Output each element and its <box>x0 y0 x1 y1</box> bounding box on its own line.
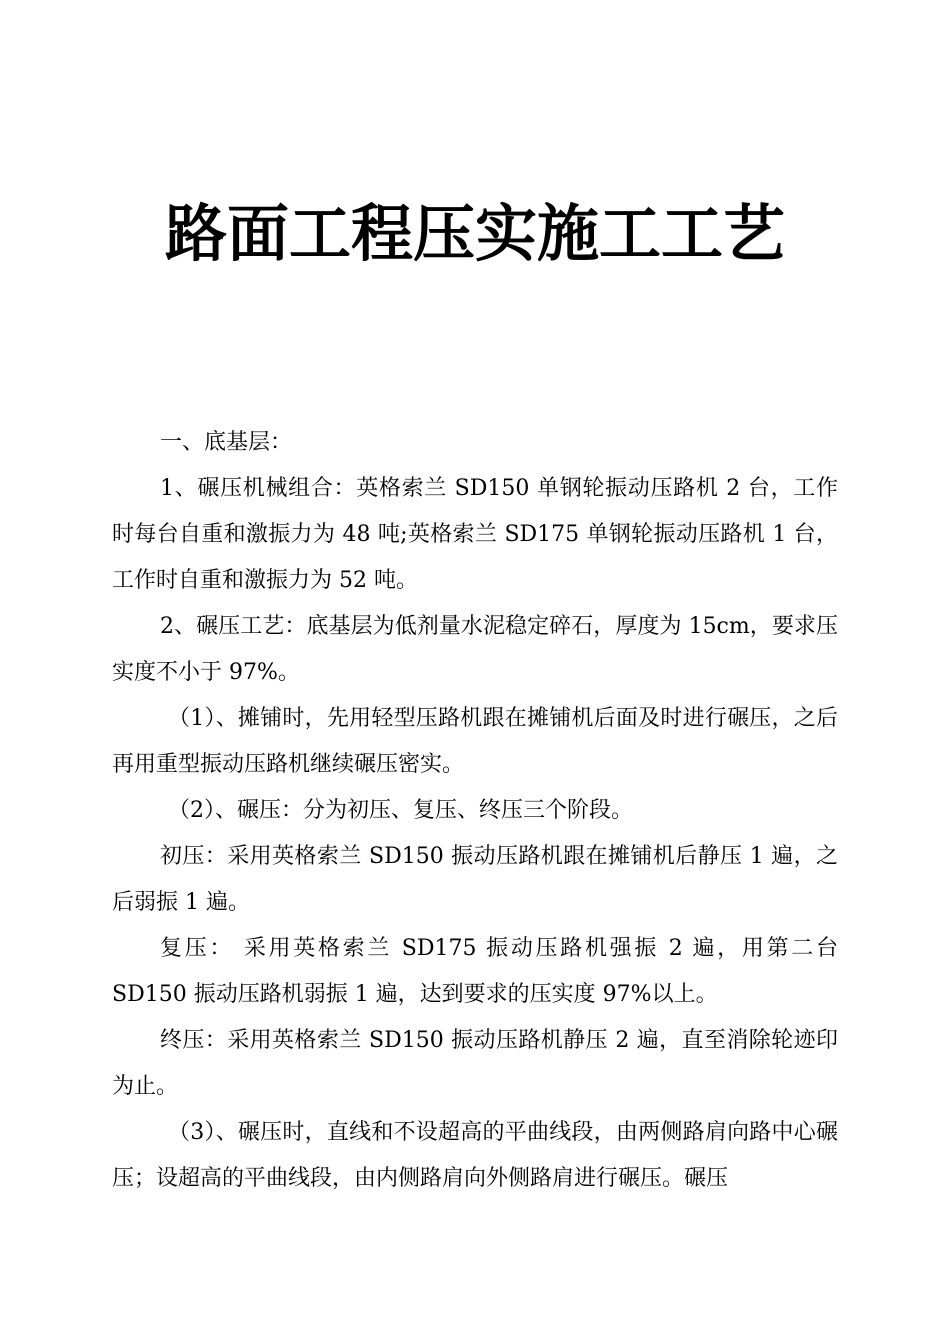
paragraph-initial-compaction: 初压：采用英格索兰 SD150 振动压路机跟在摊铺机后静压 1 遍，之后弱振 1 遍。 <box>112 844 838 915</box>
paragraph-item-3: （3）、碾压时，直线和不设超高的平曲线段，由两侧路肩向路中心碾压；设超高的平曲线段，由内侧路肩向外侧路肩进行碾压。碾压 <box>112 1120 838 1191</box>
paragraph-machine-combination: 1、碾压机械组合：英格索兰 SD150 单钢轮振动压路机 2 台，工作时每台自重和激振力为 48 吨;英格索兰 SD175 单钢轮振动压路机 1 台，工作时自重和激振力为 52 吨。 <box>112 476 838 593</box>
paragraph-final-compaction: 终压：采用英格索兰 SD150 振动压路机静压 2 遍，直至消除轮迹印为止。 <box>112 1028 838 1099</box>
document-body <box>112 420 838 1202</box>
paragraph-compaction-process: 2、碾压工艺：底基层为低剂量水泥稳定碎石，厚度为 15cm，要求压实度不小于 97%。 <box>112 614 838 685</box>
paragraph-item-2: （2）、碾压：分为初压、复压、终压三个阶段。 <box>168 798 633 823</box>
section-heading: 一、底基层： <box>160 430 293 455</box>
document-title: 路面工程压实施工工艺 <box>164 197 785 270</box>
paragraph-re-compaction: 复压： 采用英格索兰 SD175 振动压路机强振 2 遍，用第二台 SD150 振动压路机弱振 1 遍，达到要求的压实度 97%以上。 <box>112 936 838 1007</box>
paragraph-item-1: （1）、摊铺时，先用轻型压路机跟在摊铺机后面及时进行碾压，之后再用重型振动压路机继续碾压密实。 <box>112 706 838 777</box>
